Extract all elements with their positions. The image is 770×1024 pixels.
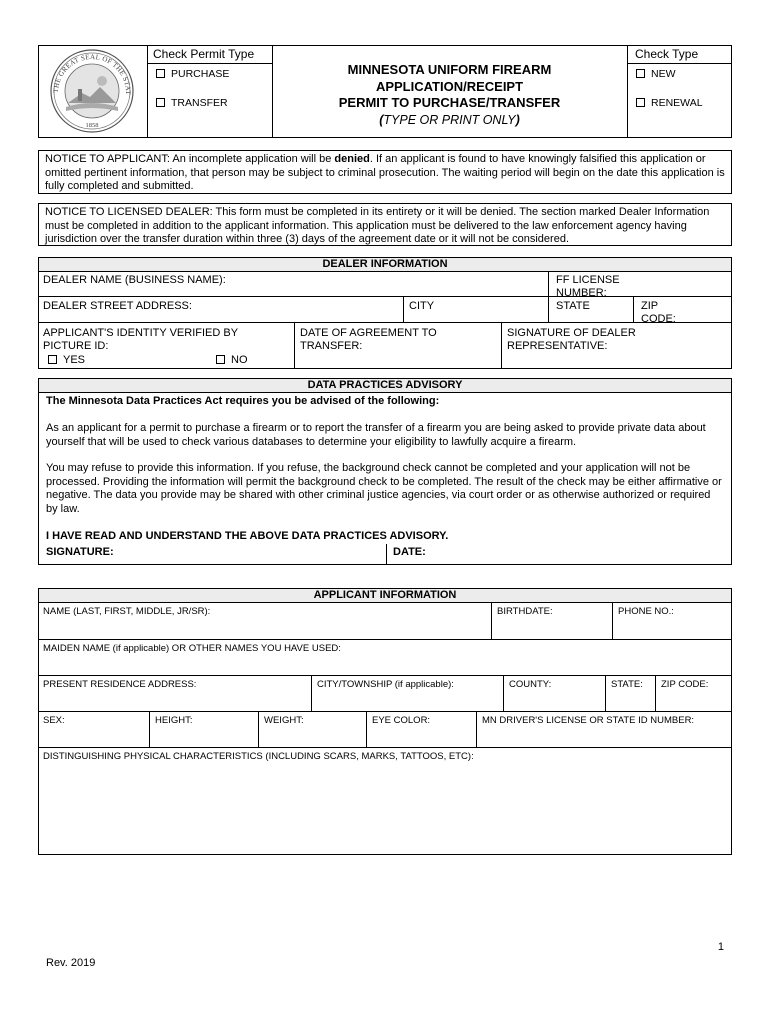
eye-color-field[interactable]: EYE COLOR: [372,715,431,726]
city-township-field[interactable]: CITY/TOWNSHIP (if applicable): [317,679,454,690]
form-title: MINNESOTA UNIFORM FIREARM APPLICATION/RECEIPT PERMIT TO PURCHASE/TRANSFER (TYPE OR PRINT ONLY) [338,62,561,127]
dealer-state-field[interactable]: STATE [556,300,590,312]
birthdate-field[interactable]: BIRTHDATE: [497,606,553,617]
weight-field[interactable]: WEIGHT: [264,715,304,726]
check-type-label: Check Type [635,47,699,61]
identity-yes-option[interactable]: YES [44,352,124,369]
transfer-checkbox[interactable] [156,98,165,107]
advisory-paragraph-1: As an applicant for a permit to purchase a firearm or to report the transfer of a firearm you are being asked to provide private data about yourself that will be used to check various databases to determine your eligibility to lawfully acquire a firearm. [46,422,706,448]
dealer-city-field[interactable]: CITY [409,300,435,312]
applicant-information-heading: APPLICANT INFORMATION [39,589,731,603]
date-of-agreement-field[interactable]: DATE OF AGREEMENT TO TRANSFER: [300,327,437,352]
check-permit-type-label: Check Permit Type [153,47,255,61]
advisory-acknowledgement: I HAVE READ AND UNDERSTAND THE ABOVE DATA PRACTICES ADVISORY. [46,530,449,542]
svg-text:THE GREAT SEAL OF THE STATE OF: THE GREAT SEAL OF THE STAT [51,52,133,95]
identity-verified-label: APPLICANT'S IDENTITY VERIFIED BY PICTURE ID: [43,327,238,352]
dealer-street-field[interactable]: DEALER STREET ADDRESS: [43,300,192,312]
advisory-paragraph-2: You may refuse to provide this information. If you refuse, the background check cannot be completed and your application will not be processed. Providing the information will permit the background check to be completed. The result of the check may be either affirmative or negative. The data you provide may be shared with other criminal justice agencies, via court order or as otherwise authorized or required by law. [46,462,722,515]
height-field[interactable]: HEIGHT: [155,715,193,726]
identity-yes-checkbox[interactable] [48,355,57,364]
ff-license-field[interactable]: FF LICENSE NUMBER: [556,274,620,299]
new-checkbox[interactable] [636,69,645,78]
identity-no-option[interactable]: NO [212,352,272,369]
advisory-date-field[interactable]: DATE: [393,546,426,558]
residence-address-field[interactable]: PRESENT RESIDENCE ADDRESS: [43,679,197,690]
new-option[interactable]: NEW [632,66,730,83]
sex-field[interactable]: SEX: [43,715,65,726]
page-number: 1 [717,941,724,953]
dealer-zip-field[interactable]: ZIP CODE: [641,300,676,325]
type-or-print-note: TYPE OR PRINT ONLY [383,112,516,127]
purchase-checkbox[interactable] [156,69,165,78]
zip-code-field[interactable]: ZIP CODE: [661,679,709,690]
data-practices-heading: DATA PRACTICES ADVISORY [39,379,731,393]
purchase-option[interactable]: PURCHASE [152,66,270,83]
drivers-license-field[interactable]: MN DRIVER'S LICENSE OR STATE ID NUMBER: [482,715,695,726]
notice-to-applicant: NOTICE TO APPLICANT: An incomplete application will be denied. If an applicant is found to have knowingly falsified this application or omitted pertinent information, that person may be subject to criminal prosecution. The waiting period will begin on the date this application is fully completed and submitted. [38,150,732,194]
transfer-option[interactable]: TRANSFER [152,95,270,112]
revision-label: Rev. 2019 [46,957,96,969]
applicant-name-field[interactable]: NAME (LAST, FIRST, MIDDLE, JR/SR): [43,606,211,617]
state-seal [42,47,142,135]
svg-text:1858: 1858 [85,122,99,129]
advisory-signature-field[interactable]: SIGNATURE: [46,546,114,558]
dealer-name-field[interactable]: DEALER NAME (BUSINESS NAME): [43,274,226,286]
county-field[interactable]: COUNTY: [509,679,552,690]
renewal-checkbox[interactable] [636,98,645,107]
maiden-name-field[interactable]: MAIDEN NAME (if applicable) OR OTHER NAMES YOU HAVE USED: [43,643,341,654]
phone-field[interactable]: PHONE NO.: [618,606,674,617]
identity-no-checkbox[interactable] [216,355,225,364]
notice-to-dealer: NOTICE TO LICENSED DEALER: This form must be completed in its entirety or it will be denied. The section marked Dealer Information must be completed in addition to the applicant information. This application must be delivered to the law enforcement agency having jurisdiction over the transfer duration within three (3) days of the agreement date or it will not be considered. [38,203,732,246]
dealer-signature-field[interactable]: SIGNATURE OF DEALER REPRESENTATIVE: [507,327,636,352]
physical-characteristics-field[interactable]: DISTINGUISHING PHYSICAL CHARACTERISTICS (INCLUDING SCARS, MARKS, TATTOOS, ETC): [43,751,474,762]
dealer-information-heading: DEALER INFORMATION [39,258,731,272]
state-field[interactable]: STATE: [611,679,643,690]
renewal-option[interactable]: RENEWAL [632,95,730,112]
advisory-subheading: The Minnesota Data Practices Act requires you be advised of the following: [46,395,440,407]
